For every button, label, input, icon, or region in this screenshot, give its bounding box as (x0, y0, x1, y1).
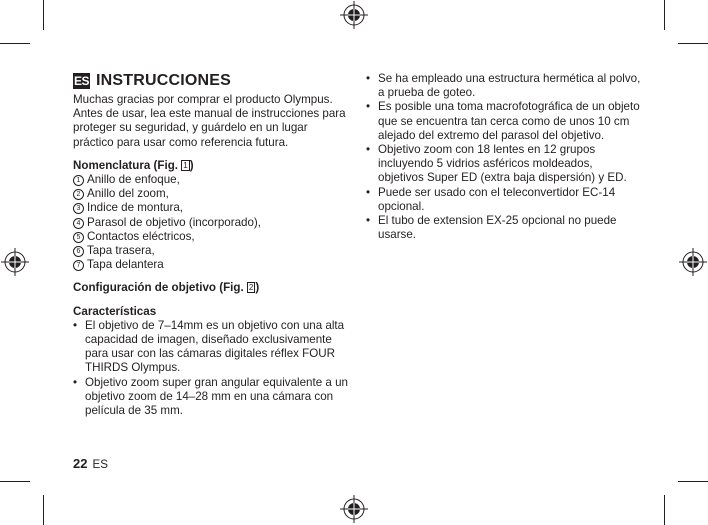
part-number-badge: 5 (73, 232, 84, 243)
configuration-heading-text: Configuración de objetivo (Fig. (73, 281, 247, 295)
figure-ref-1: 1 (183, 160, 188, 170)
nomenclature-heading-close: ) (189, 158, 194, 172)
feature-item: • El objetivo de 7–14mm es un objetivo con una alta capacidad de imagen, diseñado exclusivamente para usar con las cámaras digitales réflex FOUR THIRDS Olympus. (73, 319, 348, 376)
crop-mark (43, 0, 44, 30)
left-column (73, 72, 348, 418)
page-number: 22 (73, 456, 88, 471)
crop-mark (664, 495, 665, 525)
page-footer (73, 456, 108, 471)
part-number-badge: 7 (73, 260, 84, 271)
crop-mark (0, 43, 30, 44)
part-number-badge: 6 (73, 246, 84, 257)
crop-mark (678, 481, 708, 482)
page-title: INSTRUCCIONES (96, 71, 232, 89)
figure-ref-2: 2 (248, 283, 254, 293)
part-item (73, 201, 348, 215)
part-number-badge: 1 (73, 175, 84, 186)
feature-item: • Objetivo zoom super gran angular equivalente a un objetivo zoom de 14–28 mm en una cámara con película de 35 mm. (73, 376, 348, 419)
configuration-heading (73, 281, 348, 295)
feature-item: • Es posible una toma macrofotográfica de un objeto que se encuentra tan cerca como de unos 10 cm alejado del extremo del parasol del objetivo. (366, 100, 641, 143)
part-item (73, 187, 348, 201)
registration-mark-icon (1, 248, 29, 276)
features-list-left (73, 319, 348, 418)
part-number-badge: 2 (73, 189, 84, 200)
part-number-badge: 4 (73, 218, 84, 229)
language-badge: ES (73, 73, 89, 88)
parts-list (73, 173, 348, 272)
part-label: Parasol de objetivo (incorporado), (87, 215, 262, 229)
nomenclature-heading (73, 159, 348, 173)
crop-mark (43, 495, 44, 525)
crop-mark (664, 0, 665, 30)
part-label: Anillo de enfoque, (87, 173, 180, 187)
footer-language: ES (92, 458, 108, 471)
crop-mark (0, 481, 30, 482)
registration-mark-icon (679, 248, 707, 276)
feature-item: • Se ha empleado una estructura hermética al polvo, a prueba de goteo. (366, 72, 641, 100)
feature-item: • Puede ser usado con el teleconvertidor EC-14 opcional. (366, 186, 641, 214)
crop-mark (678, 43, 708, 44)
part-label: Tapa delantera (87, 258, 164, 272)
configuration-heading-close: ) (255, 281, 260, 295)
part-item (73, 230, 348, 244)
title-row (73, 72, 348, 90)
part-label: Tapa trasera, (87, 244, 155, 258)
part-label: Anillo del zoom, (87, 187, 169, 201)
part-item (73, 258, 348, 272)
part-number-badge: 3 (73, 203, 84, 214)
part-item (73, 216, 348, 230)
part-label: Contactos eléctricos, (87, 229, 195, 243)
part-item (73, 173, 348, 187)
nomenclature-heading-text: Nomenclatura (Fig. (73, 158, 182, 172)
intro-paragraph: Muchas gracias por comprar el producto Olympus. Antes de usar, lea este manual de instrucciones para proteger su seguridad, y guárdelo en un lugar práctico para usar como referencia futura. (73, 93, 346, 149)
feature-item: • El tubo de extension EX-25 opcional no puede usarse. (366, 214, 641, 242)
registration-mark-icon (340, 495, 368, 523)
part-item (73, 244, 348, 258)
features-list-right (366, 72, 641, 242)
feature-item: • Objetivo zoom con 18 lentes en 12 grupos incluyendo 5 vidrios asféricos moldeados, objetivos Super ED (extra baja dispersión) y ED. (366, 143, 641, 186)
part-label: Indice de montura, (87, 201, 184, 215)
registration-mark-icon (340, 1, 368, 29)
right-column (366, 72, 641, 242)
features-heading: Características (73, 304, 157, 318)
